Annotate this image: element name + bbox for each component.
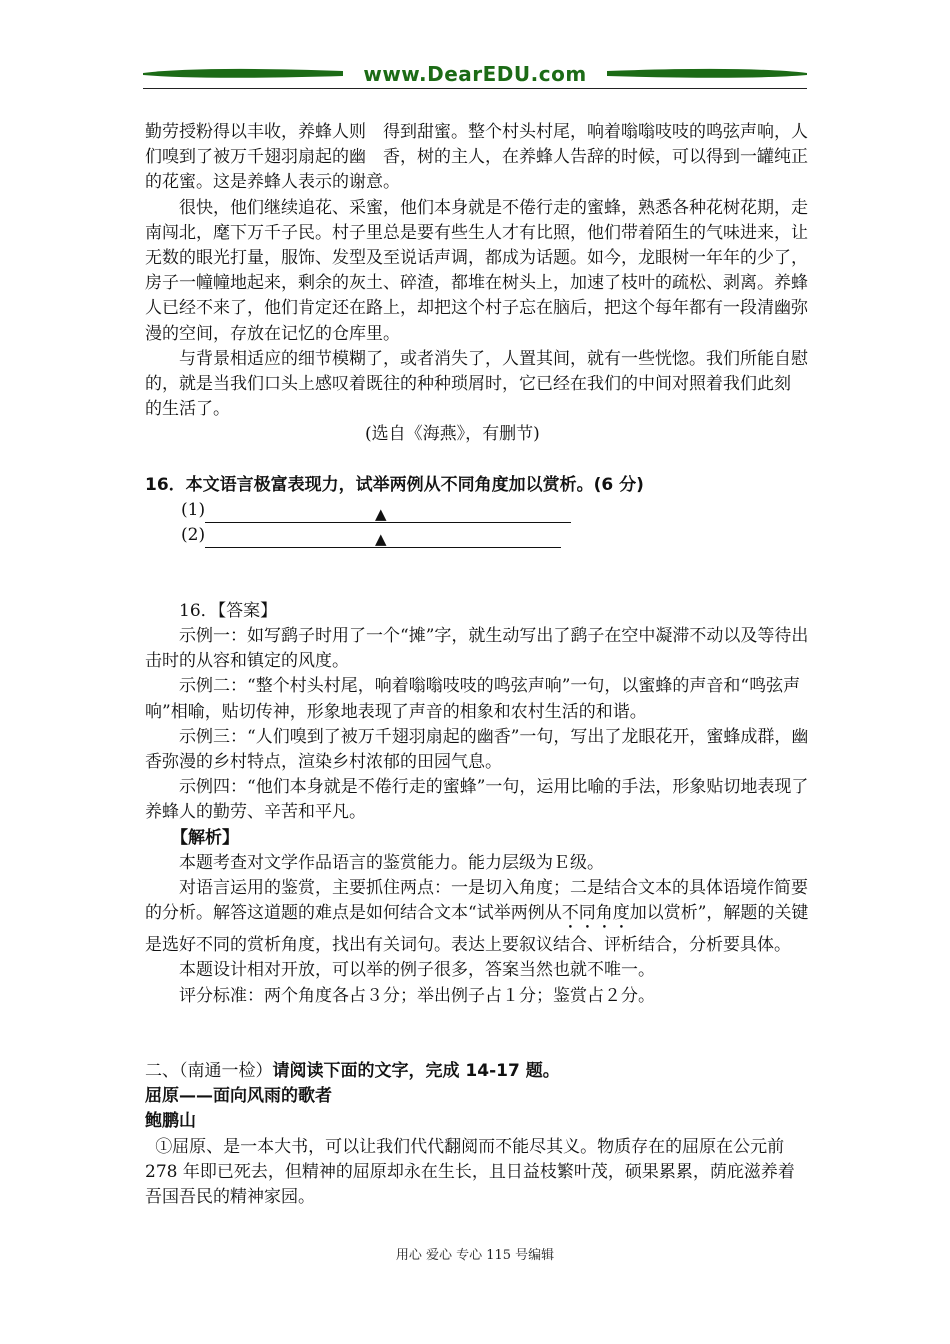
blank-number-1: (1) (181, 499, 206, 520)
analysis-text-1: 本题考查对文学作品语言的鉴赏能力。能力层级为Ｅ级。 (179, 852, 604, 873)
analysis-text-2-end: 加以赏析”，解题的关键是选好不同的赏析角度，找出有关词句。表达上要叙议结合、评析结合，分析要具体。 (145, 903, 809, 956)
header-swoosh-right (607, 66, 807, 80)
answer-example-2: 示例二：“整个村头村尾，响着嗡嗡吱吱的鸣弦声响”一句，以蜜蜂的声音和“鸣弦声响”相喻，贴切传神，形象地表现了声音的相象和农村生活的和谐。 (145, 676, 801, 722)
answer-example-1: 示例一：如写鹞子时用了一个“摊”字，就生动写出了鹞子在空中凝滞不动以及等待出击时的从容和镇定的风度。 (145, 626, 809, 672)
answer-blank-2[interactable] (145, 523, 809, 548)
section-2-number: 二、（南通一检） (145, 1060, 273, 1081)
answer-example-3: 示例三：“人们嗅到了被万千翅羽扇起的幽香”一句，写出了龙眼花开，蜜蜂成群，幽香弥漫的乡村特点，渲染乡村浓郁的田园气息。 (145, 726, 809, 773)
header-rule (143, 88, 807, 89)
answer-heading: 16．【答案】 (179, 600, 278, 621)
article-author: 鲍鹏山 (145, 1111, 196, 1132)
analysis-text-3: 本题设计相对开放，可以举的例子很多，答案当然也就不唯一。 (179, 960, 655, 981)
scoring-criteria: 评分标准：两个角度各占３分；举出例子占１分；鉴赏占２分。 (179, 985, 655, 1006)
blank-line-2[interactable] (205, 529, 561, 548)
analysis-text-2 (145, 876, 809, 958)
emphasis-dots: 不同角度 (561, 903, 630, 924)
analysis-text-2-start: 对语言运用的鉴赏，主要抓住两点：一是切入角度；二是结合文本的具体语境作简要的分析。解答这道题的难点是如何结合文本“试举两例从 (145, 878, 808, 924)
page-footer: 用心 爱心 专心 115 号编辑 (395, 1248, 555, 1263)
analysis-heading: 【解析】 (171, 827, 239, 848)
passage-paragraph-3: 与背景相适应的细节模糊了，或者消失了，人置其间，就有一些恍惚。我们所能自慰 的，就是当我们口头上感叹着既往的种种琐屑时，它已经在我们的中间对照着我们此刻 的生活了。 (145, 348, 825, 420)
document-body (145, 120, 825, 1210)
triangle-marker-1: ▲ (375, 504, 387, 523)
triangle-marker-2: ▲ (375, 529, 387, 548)
passage-source: (选自《海燕》，有删节) (365, 424, 540, 445)
answer-example-4: 示例四：“他们本身就是不倦行走的蜜蜂”一句，运用比喻的手法，形象贴切地表现了养蜂人的勤劳、辛苦和平凡。 (145, 777, 809, 823)
answer-blank-1[interactable] (145, 498, 809, 523)
passage-paragraph-2: 很快，他们继续追花、采蜜，他们本身就是不倦行走的蜜蜂，熟悉各种花树花期，走南闯北，麾下万千子民。村子里总是要有些生人才有比照，他们带着陌生的气味进来，让无数的眼光打量，服饰、发型及至说话声调，都成为话题。如今，龙眼树一年年的少了，房子一幢幢地起来，剩余的灰土、碎渣，都堆在树头上，加速了枝叶的疏松、剥离。养蜂人已经不来了，他们肯定还在路上，却把这个村子忘在脑后，把这个每年都有一段清幽弥漫的空间，存放在记忆的仓库里。 (145, 197, 808, 344)
blank-number-2: (2) (181, 524, 206, 545)
blank-line-1[interactable] (205, 504, 571, 523)
site-header (143, 58, 807, 98)
article-paragraph-1: ①屈原、是一本大书，可以让我们代代翻阅而不能尽其义。物质存在的屈原在公元前 278 年即已死去，但精神的屈原却永在生长，且日益枝繁叶茂，硕果累累，荫庇滋养着吾国吾民的精神家园。 (145, 1136, 795, 1207)
section-2-instruction: 请阅读下面的文字，完成 14-17 题。 (272, 1060, 560, 1081)
header-swoosh-left (143, 66, 343, 80)
site-logo-text: www.DearEDU.com (343, 62, 607, 86)
question-16: 16．本文语言极富表现力，试举两例从不同角度加以赏析。(6 分) (145, 474, 644, 495)
section-2-intro (145, 1059, 809, 1084)
article-title: 屈原——面向风雨的歌者 (145, 1086, 332, 1107)
passage-paragraph-1: 勤劳授粉得以丰收，养蜂人则 得到甜蜜。整个村头村尾，响着嗡嗡吱吱的鸣弦声响，人们嗅到了被万千翅羽扇起的幽 香，树的主人，在养蜂人告辞的时候，可以得到一罐纯正的花蜜。这是养蜂人表示的谢意。 (145, 122, 808, 193)
